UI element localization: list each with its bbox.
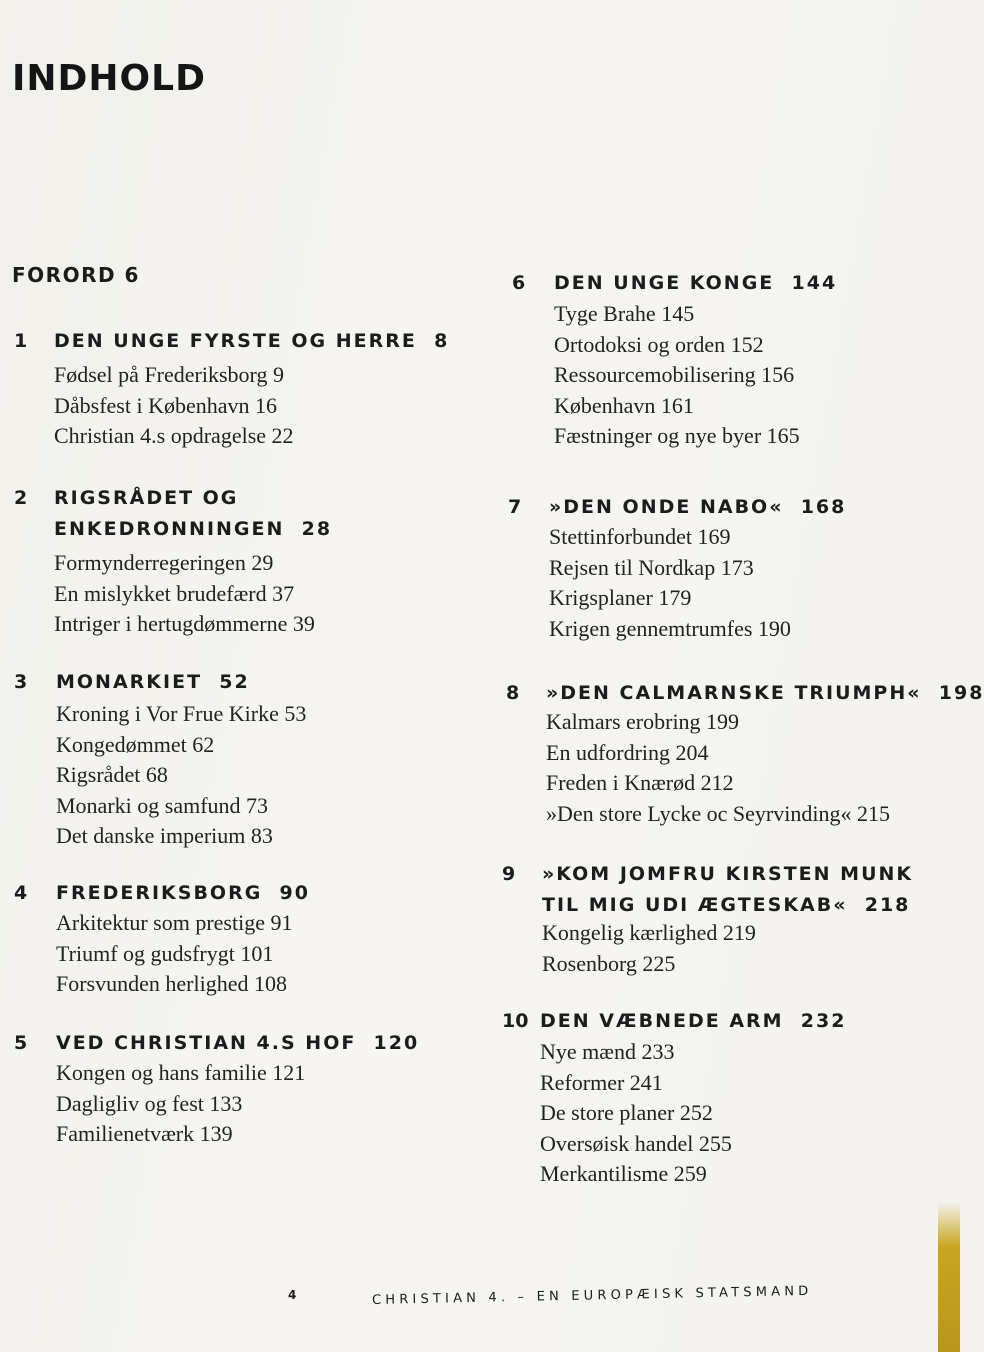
section-list <box>549 522 791 644</box>
section-entry: Dagligliv og fest 133 <box>56 1090 243 1116</box>
section-list <box>54 548 315 640</box>
section-entry: Freden i Knærød 212 <box>546 770 734 795</box>
section-list <box>542 918 756 979</box>
chapter-page-number: 8 <box>416 330 450 352</box>
section-entry: Rosenborg 225 <box>542 950 676 976</box>
chapter-title <box>540 1006 846 1037</box>
section-entry: Det danske imperium 83 <box>56 823 273 848</box>
chapter-page-number: 218 <box>847 894 911 916</box>
chapter-title <box>54 326 449 357</box>
chapter-number: 8 <box>506 682 520 704</box>
chapter-page-number: 198 <box>921 682 984 704</box>
chapter-title <box>56 878 310 909</box>
chapter-title <box>554 268 837 299</box>
chapter-title-line: »KOM JOMFRU KIRSTEN MUNK <box>542 863 914 885</box>
section-entry: Reformer 241 <box>540 1069 663 1095</box>
section-entry: Tyge Brahe 145 <box>554 301 695 326</box>
section-list <box>540 1037 732 1190</box>
chapter-page-number: 144 <box>774 272 838 294</box>
section-entry: »Den store Lycke oc Seyrvinding« 215 <box>546 800 890 826</box>
section-entry: Christian 4.s opdragelse 22 <box>54 423 294 448</box>
page-edge-shadow <box>938 1202 960 1352</box>
section-entry: Dåbsfest i København 16 <box>54 392 278 418</box>
section-entry: Ortodoksi og orden 152 <box>554 331 764 357</box>
chapter-page-number: 168 <box>783 496 847 518</box>
chapter-number: 10 <box>502 1010 529 1032</box>
section-entry: Krigsplaner 179 <box>549 585 692 610</box>
chapter-title-line: »DEN CALMARNSKE TRIUMPH« 198 <box>546 682 984 704</box>
section-list <box>546 707 890 829</box>
section-entry: En mislykket brudefærd 37 <box>54 580 295 606</box>
chapter-title <box>546 678 984 709</box>
chapter-title-line: VED CHRISTIAN 4.S HOF 120 <box>56 1032 420 1054</box>
chapter-title <box>542 859 913 921</box>
section-entry: Kongen og hans familie 121 <box>56 1060 306 1085</box>
section-list <box>56 908 292 1000</box>
section-entry: Formynderregeringen 29 <box>54 550 274 575</box>
chapter-title <box>56 1028 419 1059</box>
chapter-title-line: FREDERIKSBORG 90 <box>56 882 310 904</box>
chapter-number: 2 <box>14 487 28 509</box>
section-entry: Fæstninger og nye byer 165 <box>554 423 800 448</box>
chapter-page-number: 52 <box>202 671 250 693</box>
section-entry: Triumf og gudsfrygt 101 <box>56 940 274 966</box>
section-entry: Rejsen til Nordkap 173 <box>549 554 754 580</box>
chapter-number: 1 <box>14 330 28 352</box>
chapter-title-line: ENKEDRONNINGEN 28 <box>54 518 333 540</box>
chapter-title <box>549 492 846 523</box>
section-entry: Nye mænd 233 <box>540 1039 675 1064</box>
chapter-number: 3 <box>14 671 28 693</box>
section-entry: Intriger i hertugdømmerne 39 <box>54 611 315 636</box>
section-list <box>56 699 306 852</box>
chapter-title-line: RIGSRÅDET OG <box>54 487 239 509</box>
chapter-title-line: MONARKIET 52 <box>56 671 250 693</box>
chapter-title-line: DEN UNGE FYRSTE OG HERRE 8 <box>54 330 450 352</box>
section-entry: Fødsel på Frederiksborg 9 <box>54 362 284 387</box>
section-entry: Stettinforbundet 169 <box>549 524 731 549</box>
section-entry: Kongelig kærlighed 219 <box>542 920 756 945</box>
footer-book-title: CHRISTIAN 4. – EN EUROPÆISK STATSMAND <box>371 1283 813 1308</box>
section-entry: Merkantilisme 259 <box>540 1161 707 1186</box>
chapter-number: 9 <box>502 863 516 885</box>
chapter-number: 7 <box>508 496 522 518</box>
chapter-title-line: »DEN ONDE NABO« 168 <box>549 496 847 518</box>
chapter-number: 4 <box>14 882 28 904</box>
section-entry: Kroning i Vor Frue Kirke 53 <box>56 701 307 726</box>
section-list <box>54 360 294 452</box>
chapter-number: 6 <box>512 272 526 294</box>
chapter-page-number: 232 <box>783 1010 847 1032</box>
section-entry: Forsvunden herlighed 108 <box>56 971 287 996</box>
chapter-title-line: DEN UNGE KONGE 144 <box>554 272 838 294</box>
section-entry: Kongedømmet 62 <box>56 731 215 757</box>
section-entry: Familienetværk 139 <box>56 1121 233 1146</box>
section-entry: En udfordring 204 <box>546 739 709 765</box>
chapter-page-number: 28 <box>284 518 333 540</box>
section-entry: Krigen gennemtrumfes 190 <box>549 615 791 641</box>
section-entry: Arkitektur som prestige 91 <box>56 910 293 935</box>
section-entry: Rigsrådet 68 <box>56 762 168 787</box>
chapter-number: 5 <box>14 1032 28 1054</box>
section-entry: Monarki og samfund 73 <box>56 792 269 818</box>
chapter-title-line: DEN VÆBNEDE ARM 232 <box>540 1010 847 1032</box>
chapter-title <box>56 667 250 698</box>
foreword-entry: FORORD 6 <box>12 263 140 287</box>
chapter-page-number: 120 <box>356 1032 420 1054</box>
footer-page-number: 4 <box>288 1288 297 1302</box>
page-title: INDHOLD <box>12 58 206 99</box>
chapter-title-line: TIL MIG UDI ÆGTESKAB« 218 <box>542 894 911 916</box>
section-entry: Kalmars erobring 199 <box>546 709 740 734</box>
section-list <box>56 1058 305 1150</box>
section-entry: Ressourcemobilisering 156 <box>554 362 795 387</box>
section-entry: De store planer 252 <box>540 1100 713 1125</box>
chapter-title <box>54 483 332 545</box>
section-list <box>554 299 800 452</box>
chapter-page-number: 90 <box>262 882 310 904</box>
section-entry: Oversøisk handel 255 <box>540 1130 732 1156</box>
section-entry: København 161 <box>554 392 694 418</box>
